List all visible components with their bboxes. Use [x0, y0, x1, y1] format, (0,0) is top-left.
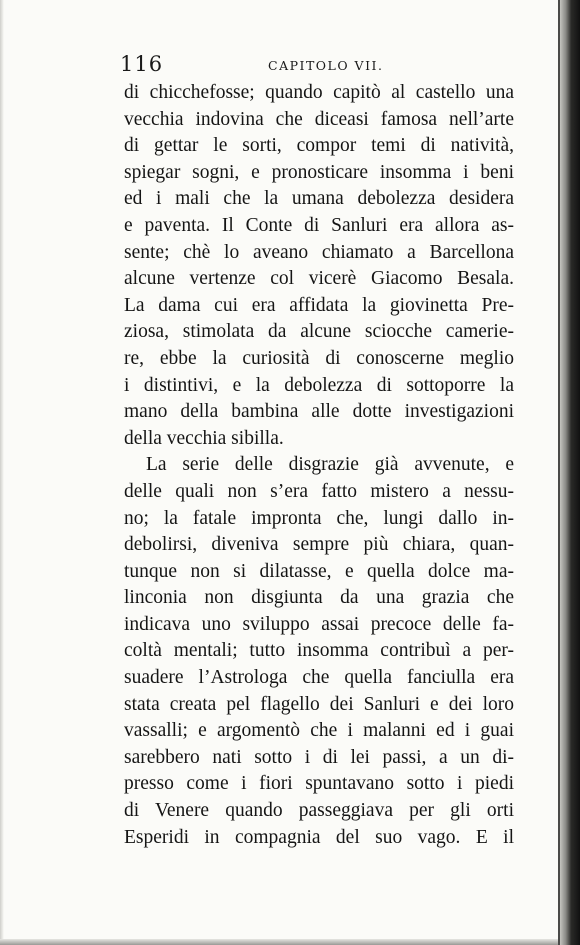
page-left-shadow — [0, 0, 4, 945]
text-line: delle quali non s’era fatto mistero a nessu- — [124, 480, 514, 502]
text-line: stata creata pel flagello dei Sanluri e dei loro — [124, 693, 514, 715]
book-spine-edge — [558, 0, 580, 945]
page-header — [120, 52, 516, 76]
text-line: di Venere quando passeggiava per gli orti — [124, 800, 514, 822]
page-bottom-edge — [0, 939, 580, 945]
text-line: linconia non disgiunta da una grazia che — [124, 587, 514, 609]
text-line: spiegar sogni, e pronosticare insomma i beni — [124, 161, 514, 183]
running-head: CAPITOLO VII. — [268, 58, 384, 73]
text-line: sarebbero nati sotto i di lei passi, a un di- — [124, 746, 514, 768]
text-line: no; la fatale impronta che, lungi dallo in- — [124, 507, 514, 529]
text-line: ziosa, stimolata da alcune sciocche camerie- — [124, 321, 514, 343]
text-line: mano della bambina alle dotte investigazioni — [124, 401, 514, 423]
text-line: ed i mali che la umana debolezza desidera — [124, 188, 514, 210]
text-line: tunque non si dilatasse, e quella dolce ma- — [124, 560, 514, 582]
text-line: La dama cui era affidata la giovinetta Pre- — [124, 294, 514, 316]
page-number: 116 — [120, 52, 164, 76]
text-line: alcune vertenze col vicerè Giacomo Besala. — [124, 268, 514, 290]
text-line: Esperidi in compagnia del suo vago. E il — [124, 826, 514, 848]
text-line: coltà mentali; tutto insomma contribuì a per- — [124, 640, 514, 662]
text-line: sente; chè lo aveano chiamato a Barcellona — [124, 241, 514, 263]
body-text — [124, 80, 514, 851]
paragraph — [124, 80, 514, 452]
text-line: vecchia indovina che diceasi famosa nell’arte — [124, 108, 514, 130]
text-line: suadere l’Astrologa che quella fanciulla era — [124, 667, 514, 689]
paragraph — [124, 452, 514, 851]
page-edge-line — [558, 0, 560, 945]
text-line: indicava uno sviluppo assai precoce delle fa- — [124, 613, 514, 635]
text-line: La serie delle disgrazie già avvenute, e — [146, 454, 514, 476]
text-line: di chicchefosse; quando capitò al castello una — [124, 82, 514, 103]
text-line: presso come i fiori spuntavano sotto i piedi — [124, 773, 514, 795]
text-line: debolirsi, diveniva sempre più chiara, quan- — [124, 534, 514, 556]
text-line: vassalli; e argomentò che i malanni ed i guai — [124, 720, 514, 742]
text-line: e paventa. Il Conte di Sanluri era allora as- — [124, 214, 514, 236]
text-line: i distintivi, e la debolezza di sottoporre la — [124, 374, 514, 396]
text-line: re, ebbe la curiosità di conoscerne meglio — [124, 347, 514, 369]
text-line: di gettar le sorti, compor temi di natività, — [124, 135, 514, 157]
text-line: della vecchia sibilla. — [124, 427, 284, 449]
